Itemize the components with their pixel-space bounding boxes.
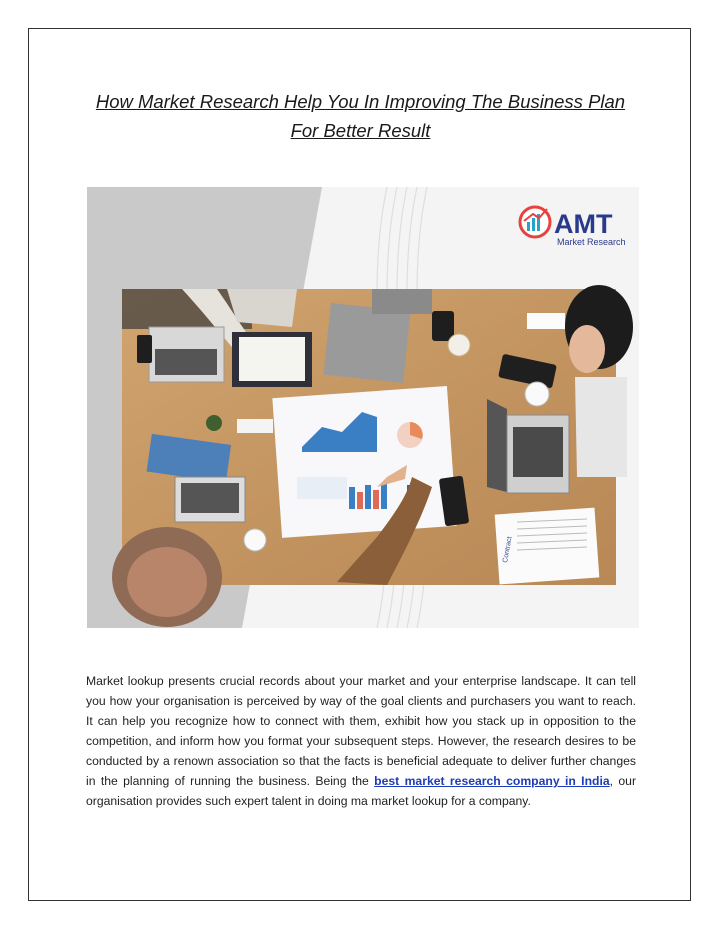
paragraph-text-start: Market lookup presents crucial records about your market and your enterprise landscape. It can tell you how your organisation is perceived by way of the goal clients and purchasers you want to reach. It can help you recognize how to connect with them, exhibit how you stack up in opposition to the competition, and inform how you format your subsequent steps. However, the research desires to be conducted by a renown association so that the facts is beneficial adequate to deliver further changes in the planning of running the business. Being the	[86, 674, 636, 788]
document-title	[29, 87, 692, 145]
charts-sheet	[272, 386, 456, 538]
hero-image	[87, 187, 639, 628]
company-link[interactable]: best market research company in India	[374, 774, 610, 788]
contract-paper	[495, 508, 600, 585]
office-meeting-illustration	[87, 187, 639, 628]
title-line-1: How Market Research Help You In Improving The Business Plan	[95, 91, 626, 112]
meeting-table-photo	[112, 285, 633, 627]
logo-brand-text: AMT	[554, 209, 613, 239]
body-paragraph	[86, 671, 636, 811]
document-page	[28, 28, 691, 901]
logo-tagline-text: Market Research	[557, 237, 626, 247]
contract-label: Contract	[502, 536, 514, 564]
paragraph-text-end: , our organisation provides such expert talent in doing ma market lookup for a company.	[86, 774, 637, 808]
title-line-2: For Better Result	[290, 120, 431, 141]
